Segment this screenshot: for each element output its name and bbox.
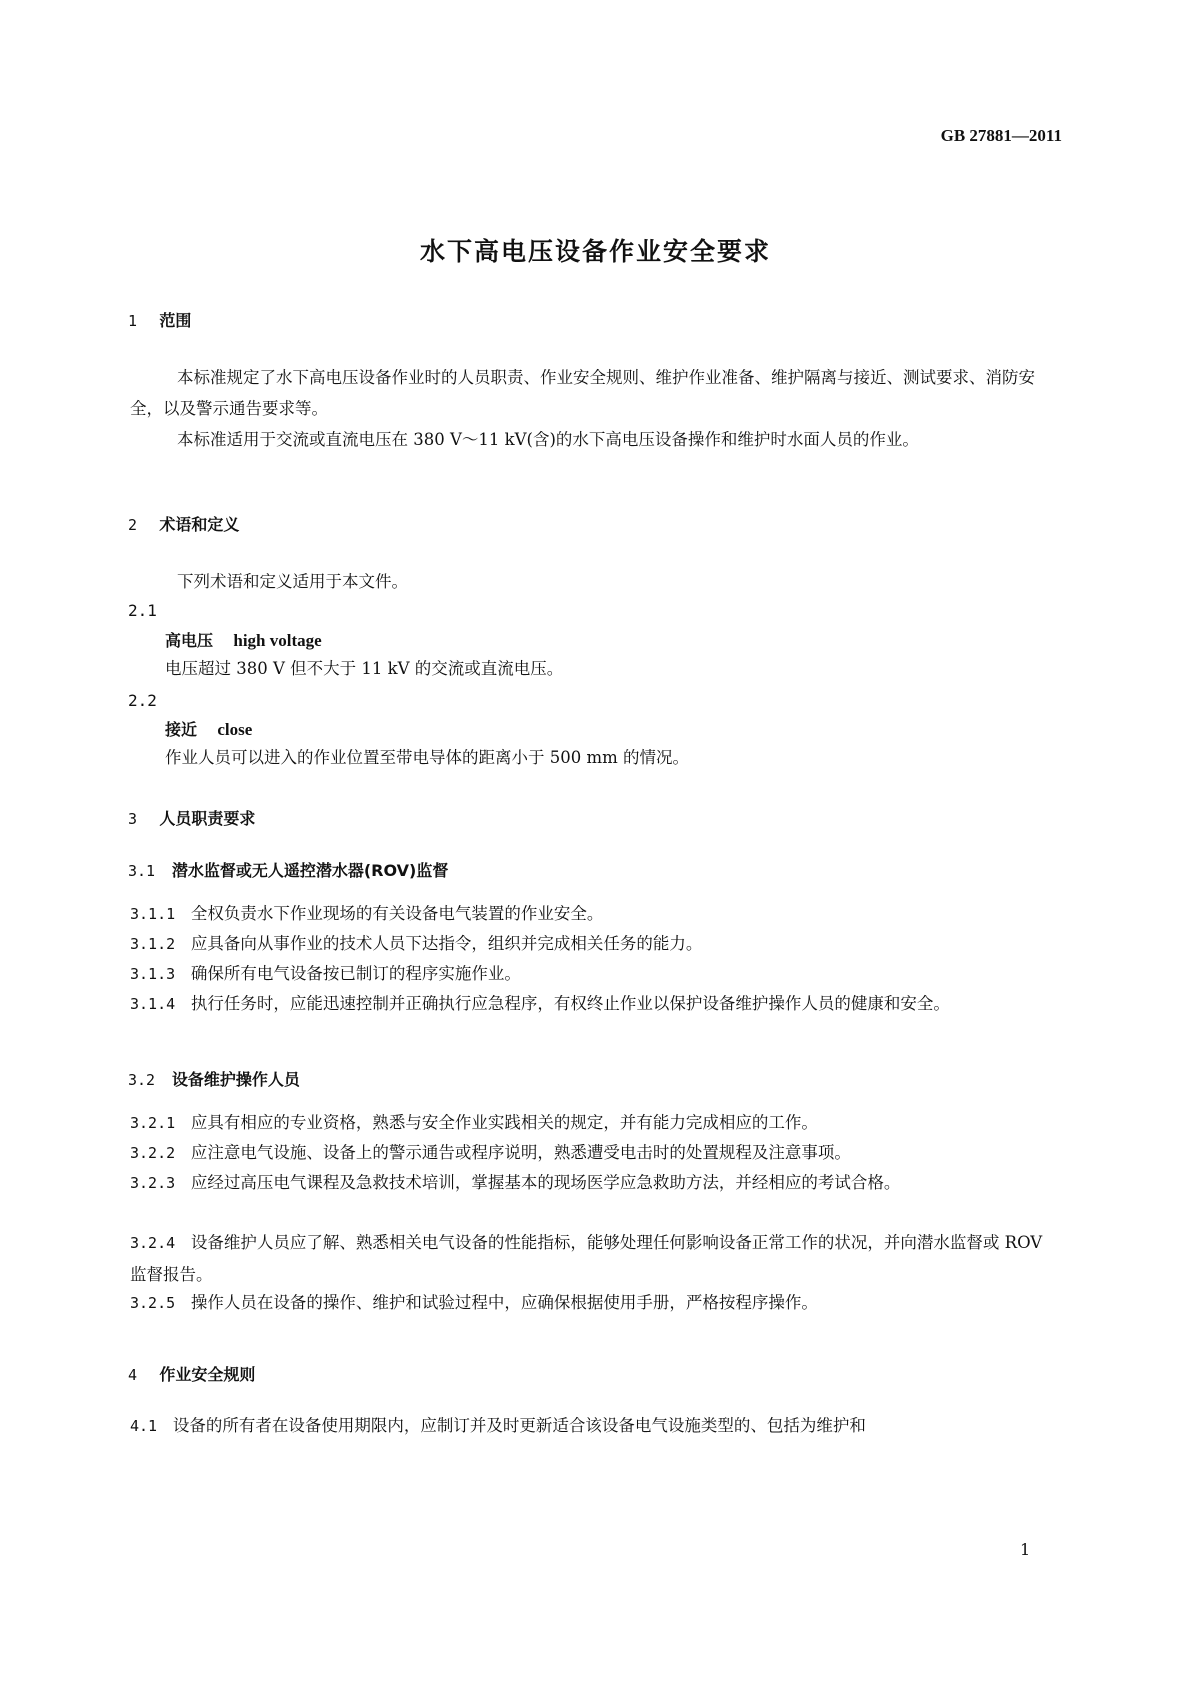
clause-3-1-2: [130, 928, 1060, 960]
clause-number: 3.2.2: [130, 1144, 176, 1162]
section-title: 作业安全规则: [159, 1365, 256, 1384]
section-number: 3: [128, 810, 138, 828]
section-3-heading: [128, 806, 255, 829]
section-4-heading: [128, 1362, 255, 1385]
section-number: 2: [128, 516, 138, 534]
subsection-number: 3.1: [128, 862, 156, 880]
terms-intro: 下列术语和定义适用于本文件。: [177, 572, 408, 591]
section-title: 范围: [159, 311, 192, 330]
clause-number: 3.1.4: [130, 995, 176, 1013]
term-zh: 高电压: [165, 631, 214, 650]
term-zh: 接近: [165, 720, 198, 739]
subsection-title: 设备维护操作人员: [171, 1070, 300, 1089]
section-title: 人员职责要求: [159, 809, 256, 828]
clause-text: 设备维护人员应了解、熟悉相关电气设备的性能指标，能够处理任何影响设备正常工作的状况，并向潜水监督或 ROV 监督报告。: [130, 1233, 1043, 1284]
clause-3-2-4: [130, 1227, 1060, 1290]
clause-number: 4.1: [130, 1417, 158, 1435]
clause-number: 3.2.5: [130, 1294, 176, 1312]
term-number: 2.1: [128, 601, 157, 620]
clause-4-1: [130, 1410, 1060, 1442]
clause-text: 全权负责水下作业现场的有关设备电气装置的作业安全。: [190, 904, 604, 923]
clause-text: 确保所有电气设备按已制订的程序实施作业。: [190, 964, 521, 983]
clause-3-2-2: [130, 1137, 1060, 1169]
section-number: 4: [128, 1366, 138, 1384]
section-number: 1: [128, 312, 138, 330]
clause-text: 执行任务时，应能迅速控制并正确执行应急程序，有权终止作业以保护设备维护操作人员的健康和安全。: [190, 994, 950, 1013]
section-2-heading: [128, 512, 239, 535]
section-1-heading: [128, 308, 191, 331]
subsection-title: 潜水监督或无人遥控潜水器(ROV)监督: [171, 861, 449, 880]
clause-number: 3.1.3: [130, 965, 176, 983]
subsection-3-1-heading: [128, 858, 448, 881]
clause-text: 应具有相应的专业资格，熟悉与安全作业实践相关的规定，并有能力完成相应的工作。: [190, 1113, 818, 1132]
term-entry: [165, 628, 322, 651]
clause-3-1-4: [130, 988, 1060, 1020]
clause-3-2-3: [130, 1167, 1060, 1199]
term-definition: 作业人员可以进入的作业位置至带电导体的距离小于 500 mm 的情况。: [165, 748, 690, 767]
subsection-3-2-heading: [128, 1067, 300, 1090]
section-title: 术语和定义: [159, 515, 240, 534]
term-en: high voltage: [233, 631, 322, 650]
subsection-number: 3.2: [128, 1071, 156, 1089]
term-entry: [165, 717, 252, 740]
page-number: 1: [1020, 1540, 1031, 1559]
clause-number: 3.2.3: [130, 1174, 176, 1192]
clause-text: 应经过高压电气课程及急救技术培训，掌握基本的现场医学应急救助方法，并经相应的考试合格。: [190, 1173, 901, 1192]
clause-3-2-1: [130, 1107, 1060, 1139]
clause-number: 3.1.1: [130, 905, 176, 923]
document-title: 水下高电压设备作业安全要求: [419, 237, 771, 266]
scope-paragraph-2: 本标准适用于交流或直流电压在 380 V～11 kV(含)的水下高电压设备操作和维护时水面人员的作业。: [177, 430, 919, 449]
clause-text: 操作人员在设备的操作、维护和试验过程中，应确保根据使用手册，严格按程序操作。: [190, 1293, 818, 1312]
term-en: close: [217, 720, 253, 739]
clause-text: 应具备向从事作业的技术人员下达指令，组织并完成相关任务的能力。: [190, 934, 703, 953]
clause-text: 设备的所有者在设备使用期限内，应制订并及时更新适合该设备电气设施类型的、包括为维护和: [172, 1416, 866, 1435]
clause-number: 3.2.1: [130, 1114, 176, 1132]
clause-3-1-3: [130, 958, 1060, 990]
clause-number: 3.2.4: [130, 1234, 176, 1252]
term-number: 2.2: [128, 691, 157, 710]
clause-3-1-1: [130, 898, 1060, 930]
scope-paragraph-1: 本标准规定了水下高电压设备作业时的人员职责、作业安全规则、维护作业准备、维护隔离与接近、测试要求、消防安全，以及警示通告要求等。: [130, 368, 1035, 418]
standard-number: GB 27881—2011: [940, 126, 1062, 145]
clause-text: 应注意电气设施、设备上的警示通告或程序说明，熟悉遭受电击时的处置规程及注意事项。: [190, 1143, 851, 1162]
term-definition: 电压超过 380 V 但不大于 11 kV 的交流或直流电压。: [165, 659, 564, 678]
clause-3-2-5: [130, 1287, 1060, 1319]
clause-number: 3.1.2: [130, 935, 176, 953]
